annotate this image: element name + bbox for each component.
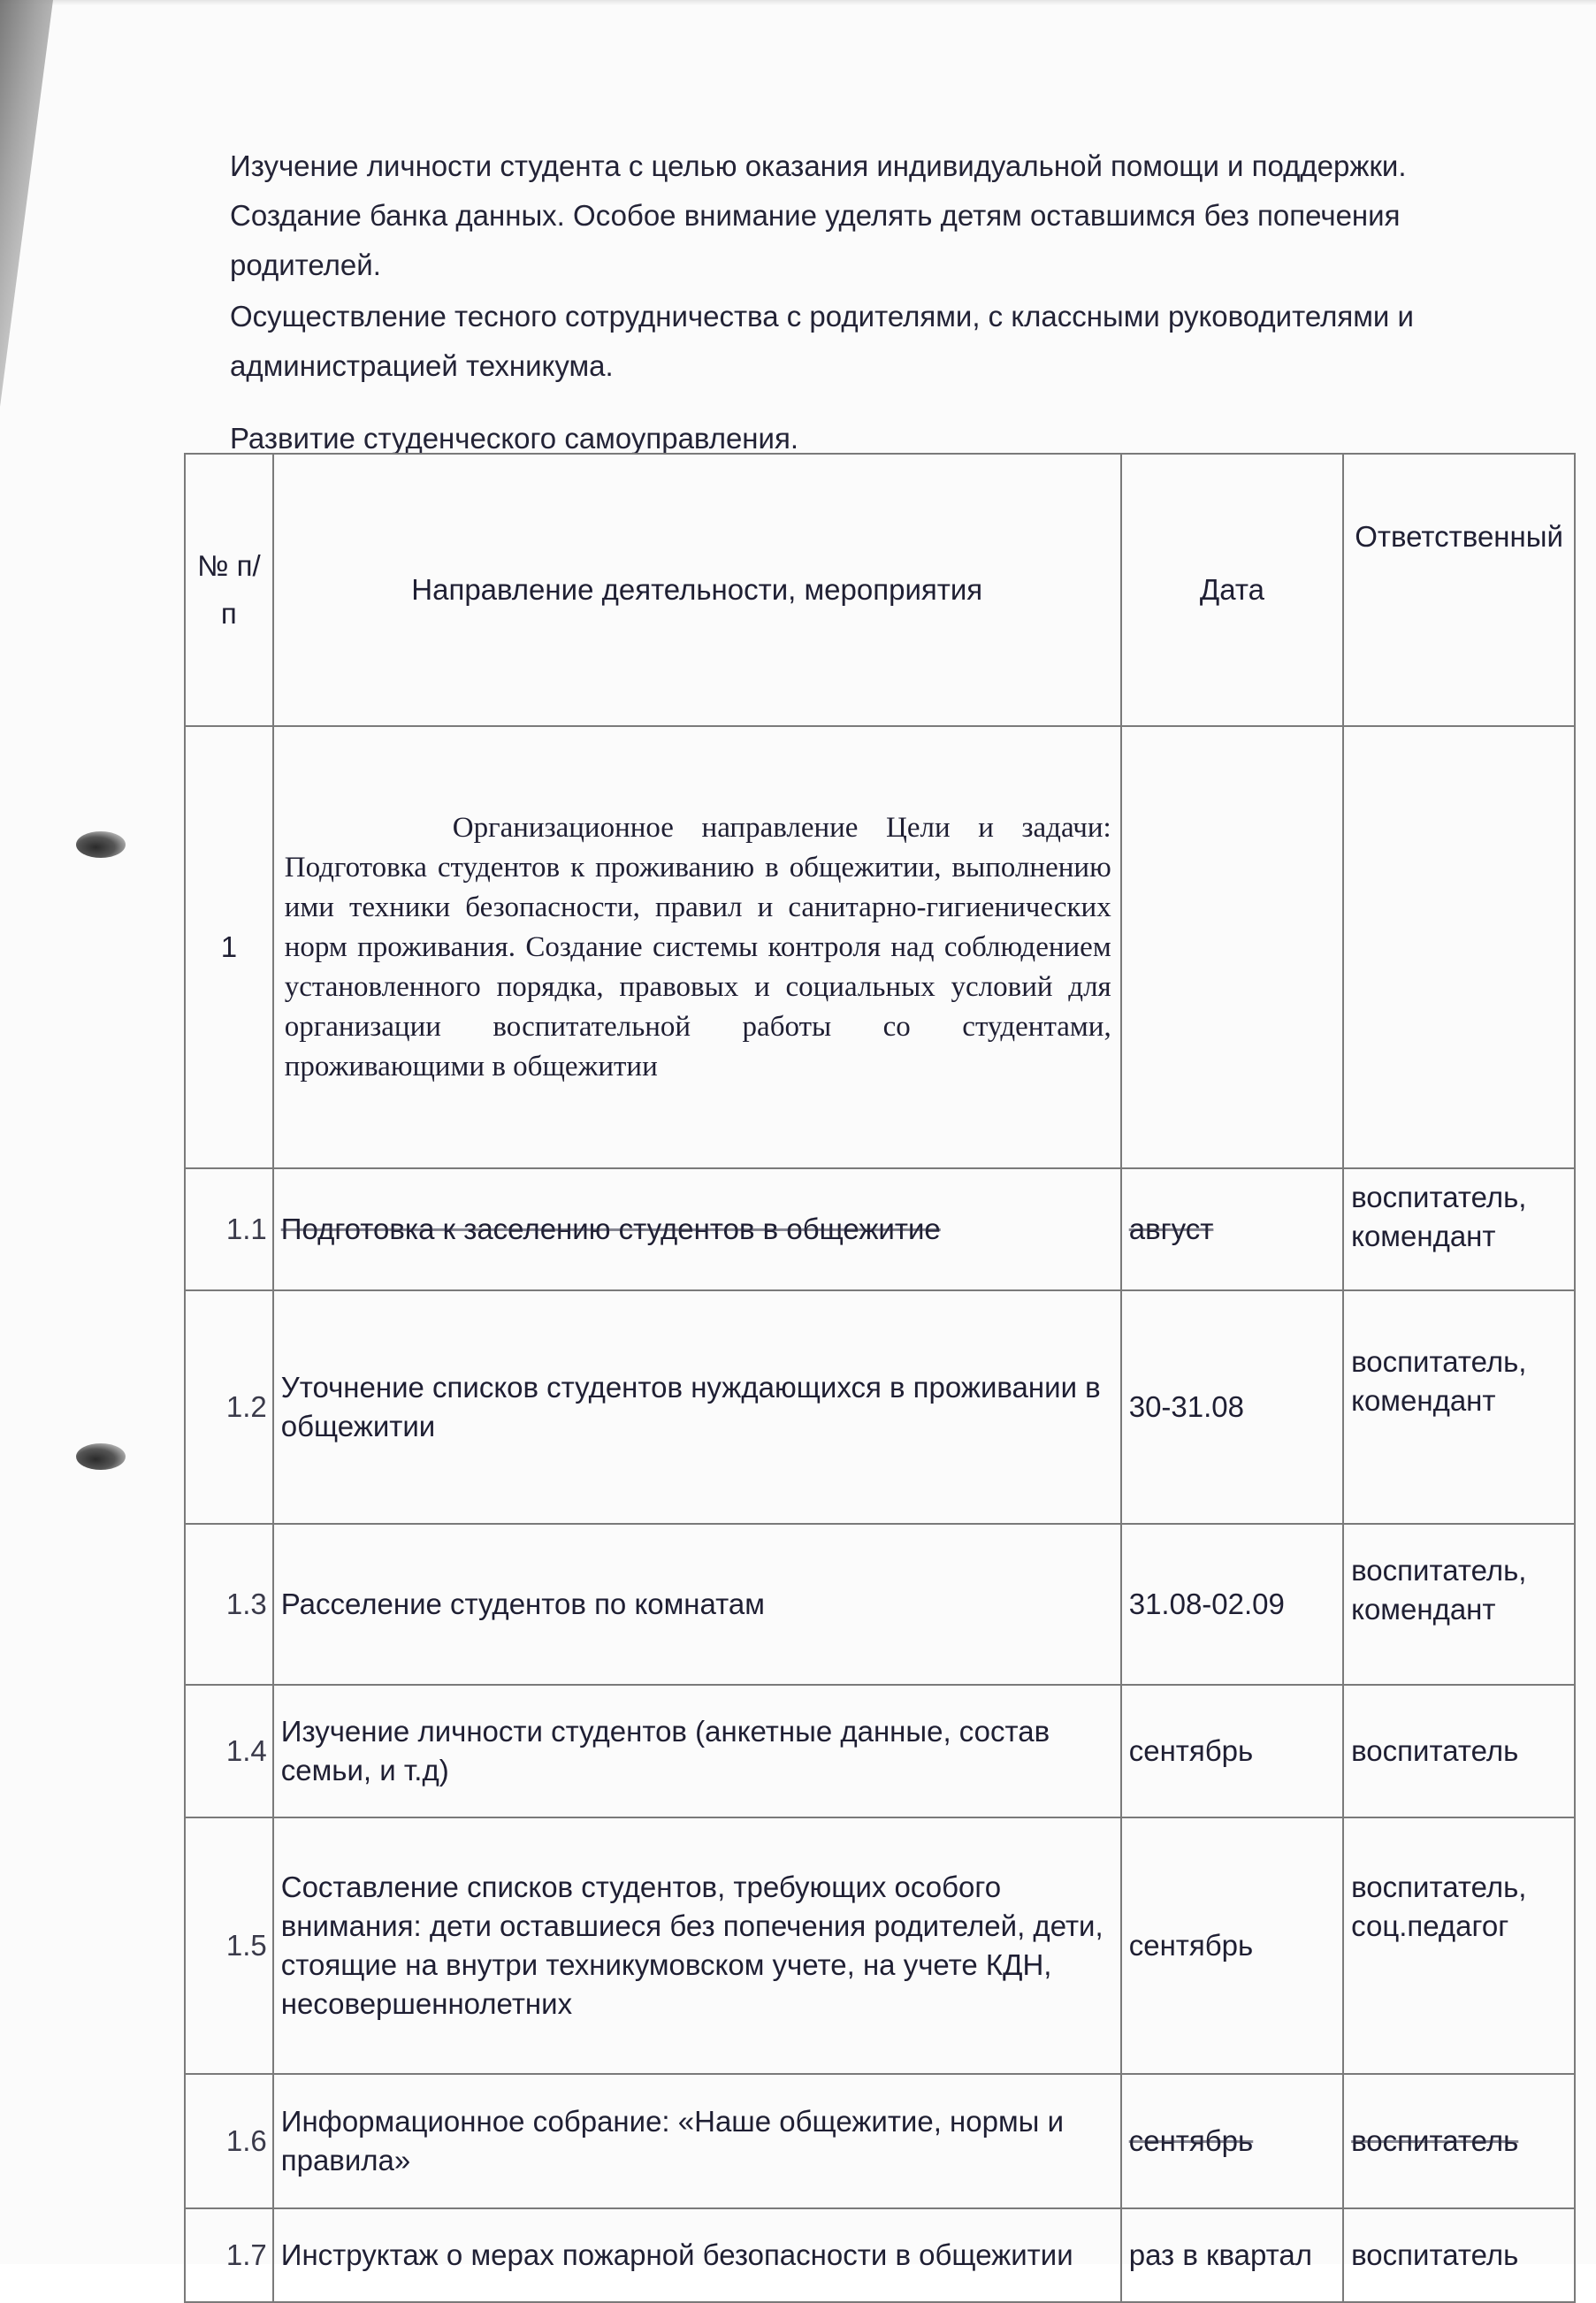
- table-row: [185, 1524, 1575, 1685]
- row-num: 1.5: [185, 1817, 273, 2074]
- row-direction: Подготовка к заселению студентов в общежитие: [273, 1168, 1121, 1290]
- row-responsible: воспитатель: [1343, 2074, 1575, 2208]
- section-num: 1: [185, 726, 273, 1168]
- table-row: [185, 2208, 1575, 2302]
- row-responsible: воспитатель, комендант: [1343, 1168, 1575, 1290]
- row-responsible: воспитатель: [1343, 2208, 1575, 2302]
- row-date: август: [1121, 1168, 1343, 1290]
- row-num: 1.3: [185, 1524, 273, 1685]
- intro-paragraph-1: [230, 142, 1468, 290]
- row-direction: Информационное собрание: «Наше общежитие, нормы и правила»: [273, 2074, 1121, 2208]
- table-row: [185, 2074, 1575, 2208]
- section-date: [1121, 726, 1343, 1168]
- row-date: раз в квартал: [1121, 2208, 1343, 2302]
- activity-plan-table: [184, 453, 1576, 2303]
- section-row: [185, 726, 1575, 1168]
- scan-edge-shadow: [0, 0, 1596, 5]
- punch-hole-top: [76, 831, 126, 858]
- table-row: [185, 1817, 1575, 2074]
- row-responsible: воспитатель, комендант: [1343, 1524, 1575, 1685]
- row-date: сентябрь: [1121, 1817, 1343, 2074]
- punch-hole-bottom: [76, 1443, 126, 1470]
- intro-text-2: Осуществление тесного сотрудничества с родителями, с классными руководителями и администрацией техникума.: [230, 300, 1414, 382]
- header-num: № п/п: [185, 454, 273, 726]
- table-row: [185, 1290, 1575, 1524]
- table-row: [185, 1685, 1575, 1817]
- row-direction: Изучение личности студентов (анкетные данные, состав семьи, и т.д): [273, 1685, 1121, 1817]
- intro-text-3: Развитие студенческого самоуправления.: [230, 422, 799, 455]
- table-header-row: [185, 454, 1575, 726]
- row-num: 1.1: [185, 1168, 273, 1290]
- row-direction: Составление списков студентов, требующих особого внимания: дети оставшиеся без попечения родителей, дети, стоящие на внутри техникумовском учете, на учете КДН, несовершеннолетних: [273, 1817, 1121, 2074]
- table-row: [185, 1168, 1575, 1290]
- row-num: 1.7: [185, 2208, 273, 2302]
- scan-corner-shadow: [0, 0, 53, 407]
- row-direction: Уточнение списков студентов нуждающихся в проживании в общежитии: [273, 1290, 1121, 1524]
- row-date: сентябрь: [1121, 1685, 1343, 1817]
- row-direction: Инструктаж о мерах пожарной безопасности в общежитии: [273, 2208, 1121, 2302]
- row-date: 30-31.08: [1121, 1290, 1343, 1524]
- intro-text-1: Изучение личности студента с целью оказания индивидуальной помощи и поддержки. Создание банка данных. Особое внимание уделять детям оставшимся без попечения родителей.: [230, 149, 1407, 281]
- row-responsible: воспитатель, соц.педагог: [1343, 1817, 1575, 2074]
- header-responsible: Ответственный: [1343, 454, 1575, 726]
- row-responsible: воспитатель: [1343, 1685, 1575, 1817]
- row-num: 1.6: [185, 2074, 273, 2208]
- section-description: Организационное направление Цели и задачи: Подготовка студентов к проживанию в общежитии, выполнению ими техники безопасности, правил и санитарно-гигиенических норм проживания. Создание системы контроля над соблюдением установленного порядка, правовых и социальных условий для организации воспитательной работы со студентами, проживающими в общежитии: [273, 726, 1121, 1168]
- row-responsible: воспитатель, комендант: [1343, 1290, 1575, 1524]
- intro-paragraph-2: [230, 292, 1468, 391]
- row-num: 1.2: [185, 1290, 273, 1524]
- row-date: сентябрь: [1121, 2074, 1343, 2208]
- row-num: 1.4: [185, 1685, 273, 1817]
- header-direction: Направление деятельности, мероприятия: [273, 454, 1121, 726]
- row-date: 31.08-02.09: [1121, 1524, 1343, 1685]
- header-date: Дата: [1121, 454, 1343, 726]
- row-direction: Расселение студентов по комнатам: [273, 1524, 1121, 1685]
- section-responsible: [1343, 726, 1575, 1168]
